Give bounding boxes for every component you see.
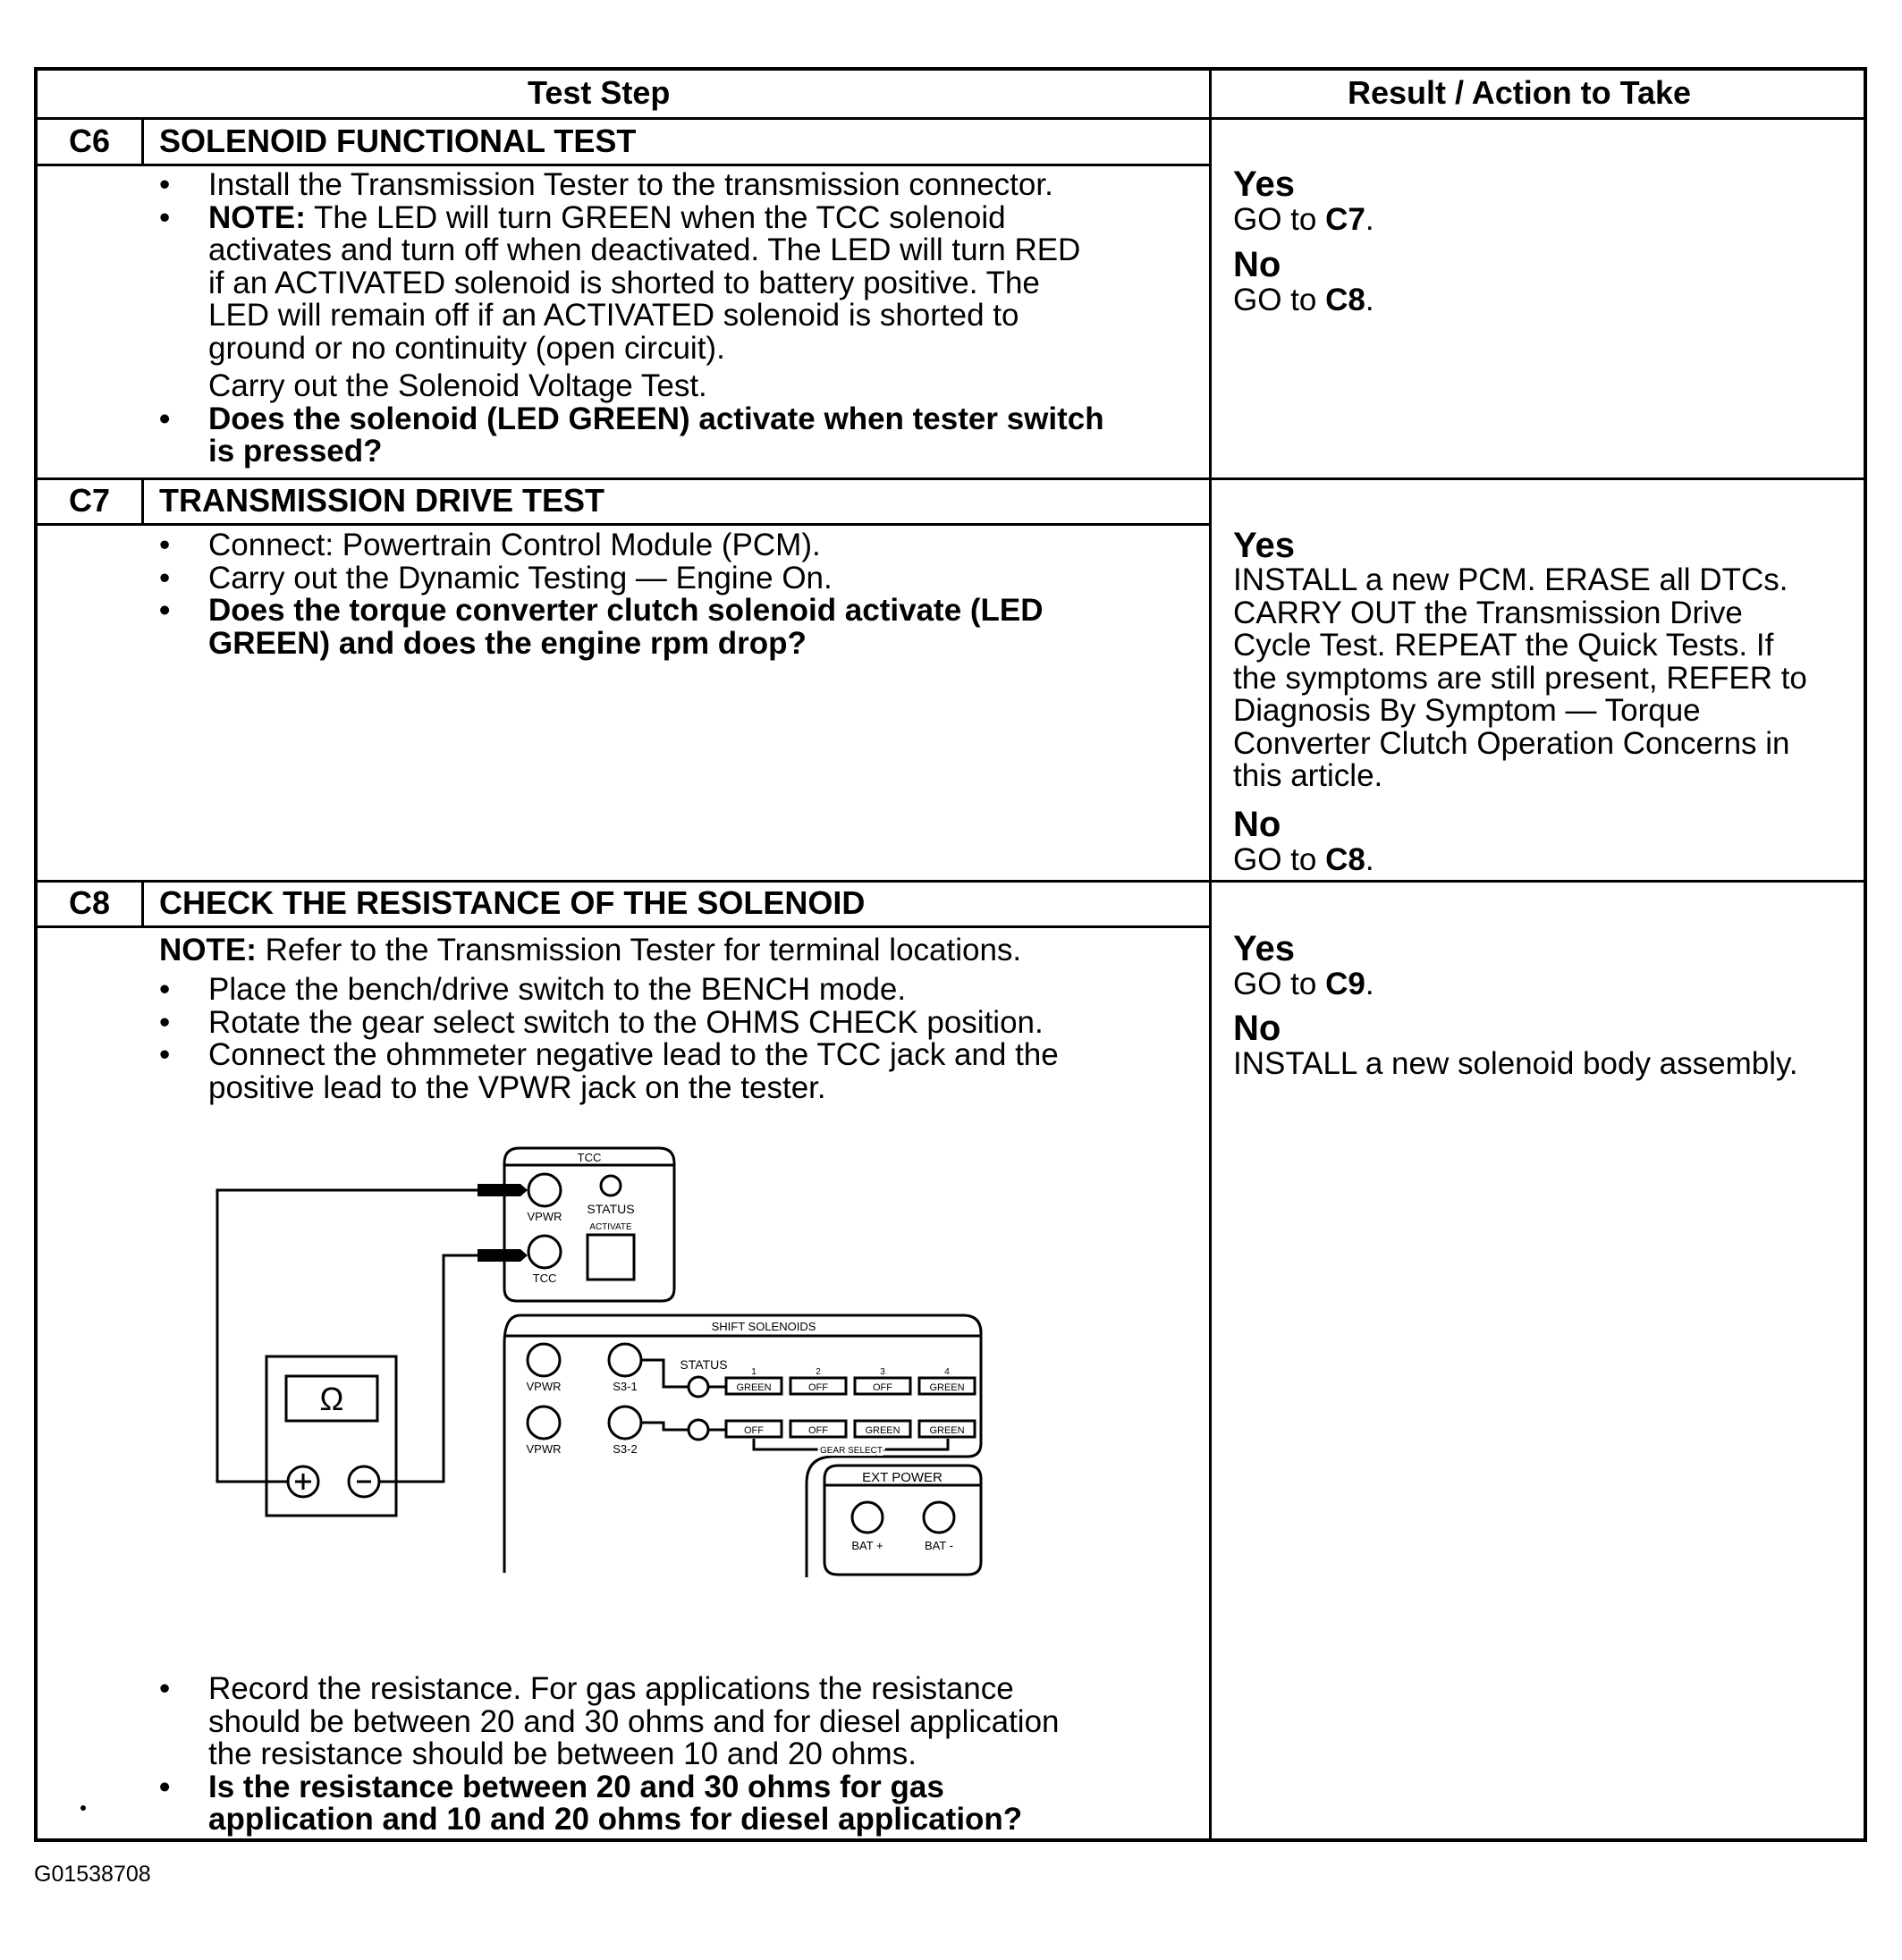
shift-vpwr-label-2: VPWR — [526, 1442, 562, 1456]
c6-step-1-text: Install the Transmission Tester to the transmission connector. — [208, 167, 1053, 202]
c7-title-rule — [38, 523, 1211, 526]
status-box-label: OFF — [744, 1425, 764, 1436]
c7-yes-line: CARRY OUT the Transmission Drive — [1233, 595, 1743, 630]
c8-step-2-text: Rotate the gear select switch to the OHMS CHECK position. — [208, 1004, 1044, 1040]
c8-top-rule — [38, 880, 1865, 883]
c6-no-text: GO to — [1233, 283, 1326, 317]
c6-yes-target: C7 — [1325, 202, 1365, 237]
status-box-label: GREEN — [736, 1382, 772, 1393]
c8-question-line2: application and 10 and 20 ohms for diesel application? — [208, 1802, 1023, 1837]
c8-yes-text: GO to — [1233, 967, 1326, 1001]
code-divider-c6 — [141, 120, 144, 165]
c8-step-3-line2: positive lead to the VPWR jack on the tester. — [208, 1069, 826, 1105]
step-title-c6: SOLENOID FUNCTIONAL TEST — [159, 122, 637, 159]
c7-yes-line: this article. — [1233, 758, 1383, 793]
ext-power-title: EXT POWER — [862, 1470, 943, 1485]
c8-step-4-line3: the resistance should be between 10 and 20 ohms. — [208, 1736, 917, 1771]
c8-step-2 — [159, 1004, 1059, 1040]
c7-yes-label: Yes — [1233, 526, 1295, 565]
bat-plus-label: BAT + — [851, 1539, 883, 1552]
step-title-c8: CHECK THE RESISTANCE OF THE SOLENOID — [159, 884, 866, 921]
tcc-vpwr-label: VPWR — [527, 1210, 562, 1223]
bat-minus-jack — [924, 1502, 954, 1533]
c7-question — [159, 595, 1044, 628]
gear-select-label: GEAR SELECT — [819, 1446, 883, 1456]
probe-tip-vpwr — [478, 1184, 528, 1196]
c7-no-target: C8 — [1325, 842, 1365, 877]
bat-minus-label: BAT - — [924, 1539, 954, 1552]
c7-no-text: GO to — [1233, 842, 1326, 877]
code-divider-c7 — [141, 479, 144, 523]
c6-note-line3: if an ACTIVATED solenoid is shorted to battery positive. The — [208, 265, 1040, 300]
c8-step-4-line1: Record the resistance. For gas applications the resistance — [208, 1671, 1014, 1706]
c6-step-1 — [159, 169, 1104, 202]
c8-yes-action: GO to C9. — [1233, 967, 1374, 1001]
c8-step-4 — [159, 1673, 1060, 1706]
s32-jack — [609, 1407, 641, 1439]
c7-step-2 — [159, 562, 1044, 596]
c8-step-list-lower — [159, 1673, 1060, 1837]
c8-step-list — [159, 974, 1059, 1104]
shift-vpwr-label-1: VPWR — [526, 1380, 562, 1393]
c7-yes-line: Converter Clutch Operation Concerns in — [1233, 725, 1790, 761]
c7-top-rule — [38, 477, 1865, 480]
c7-question-line1: Does the torque converter clutch solenoid activate (LED — [208, 593, 1044, 628]
c6-carry-out: Carry out the Solenoid Voltage Test. — [208, 368, 707, 403]
c7-step-list — [159, 529, 1044, 660]
status-box-label: OFF — [808, 1425, 828, 1436]
activate-switch — [588, 1235, 634, 1280]
figure-id: G01538708 — [34, 1862, 151, 1887]
c6-note-line2: activates and turn off when deactivated. The LED will turn RED — [208, 232, 1081, 267]
status-box-label: OFF — [808, 1382, 828, 1393]
status-box-label: GREEN — [929, 1425, 965, 1436]
shift-solenoids-title: SHIFT SOLENOIDS — [711, 1320, 816, 1333]
code-divider-c8 — [141, 882, 144, 925]
c6-no-action: GO to C8. — [1233, 283, 1374, 317]
c7-step-1 — [159, 529, 1044, 562]
c7-yes-line: Diagnosis By Symptom — Torque — [1233, 693, 1701, 728]
step-code-c8: C8 — [69, 884, 111, 921]
tcc-panel-title: TCC — [577, 1151, 602, 1164]
status-box-label: OFF — [873, 1382, 892, 1393]
c7-yes-line: the symptoms are still present, REFER to — [1233, 660, 1807, 696]
bat-plus-jack — [852, 1502, 883, 1533]
tcc-vpwr-jack — [528, 1174, 561, 1206]
col-label-4: 4 — [944, 1367, 950, 1377]
c8-step-3-line1: Connect the ohmmeter negative lead to the TCC jack and the — [208, 1037, 1059, 1072]
margin-dot — [80, 1805, 86, 1811]
col-label-3: 3 — [880, 1367, 885, 1377]
status-led-1 — [689, 1377, 708, 1397]
c7-step-1-text: Connect: Powertrain Control Module (PCM). — [208, 528, 821, 562]
shift-solenoids-panel — [504, 1315, 981, 1577]
note-label: NOTE: — [208, 199, 306, 235]
probe-tip-tcc — [478, 1249, 528, 1262]
c6-step-note — [159, 199, 1104, 235]
c6-step-list — [159, 169, 1104, 469]
c8-step-3 — [159, 1039, 1059, 1072]
c6-note-line5: ground or no continuity (open circuit). — [208, 330, 725, 366]
header-result: Result / Action to Take — [1348, 74, 1692, 111]
tcc-jack — [528, 1236, 561, 1268]
header-rule — [38, 117, 1865, 120]
c8-no-label: No — [1233, 1009, 1281, 1048]
c8-question — [159, 1771, 1060, 1804]
step-code-c7: C7 — [69, 482, 111, 519]
c7-yes-line: Cycle Test. REPEAT the Quick Tests. If — [1233, 628, 1774, 663]
shift-vpwr-jack-2 — [528, 1407, 560, 1439]
tcc-status-led — [601, 1176, 621, 1195]
note-label: NOTE: — [159, 933, 257, 967]
tcc-jack-label: TCC — [532, 1271, 557, 1285]
col-label-1: 1 — [751, 1367, 757, 1377]
c6-title-rule — [38, 164, 1211, 166]
activate-label: ACTIVATE — [589, 1222, 632, 1232]
c6-no-label: No — [1233, 245, 1281, 284]
header-test-step: Test Step — [528, 74, 671, 111]
c7-question-line2: GREEN) and does the engine rpm drop? — [208, 625, 807, 661]
status-box-label: GREEN — [929, 1382, 965, 1393]
diagnostic-table — [34, 67, 1867, 1842]
c6-note-line4: LED will remain off if an ACTIVATED solenoid is shorted to — [208, 298, 1019, 333]
col-label-2: 2 — [816, 1367, 821, 1377]
c6-yes-label: Yes — [1233, 165, 1295, 204]
status-led-2 — [689, 1420, 708, 1440]
c6-question-line2: is pressed? — [208, 434, 383, 469]
tester-wiring-diagram — [38, 1135, 1182, 1635]
c6-note-line1: The LED will turn GREEN when the TCC solenoid — [305, 199, 1006, 235]
c6-yes-text: GO to — [1233, 202, 1326, 237]
c8-no-action: INSTALL a new solenoid body assembly. — [1233, 1046, 1798, 1081]
step-code-c6: C6 — [69, 122, 111, 159]
tcc-status-label: STATUS — [587, 1202, 635, 1216]
c8-yes-target: C9 — [1325, 967, 1365, 1001]
c7-step-2-text: Carry out the Dynamic Testing — Engine On. — [208, 560, 833, 596]
c8-title-rule — [38, 925, 1211, 928]
shift-vpwr-jack-1 — [528, 1344, 560, 1376]
c6-no-target: C8 — [1325, 283, 1365, 317]
s32-label: S3-2 — [613, 1442, 638, 1456]
status-box-label: GREEN — [865, 1425, 900, 1436]
c7-yes-line: INSTALL a new PCM. ERASE all DTCs. — [1233, 562, 1788, 597]
c8-step-4-line2: should be between 20 and 30 ohms and for diesel application — [208, 1703, 1060, 1739]
column-divider — [1209, 71, 1212, 1840]
c7-yes-action — [1233, 564, 1807, 793]
c8-note-text: Refer to the Transmission Tester for terminal locations. — [256, 933, 1022, 967]
c8-question-line1: Is the resistance between 20 and 30 ohms for gas — [208, 1769, 944, 1804]
c7-no-action: GO to C8. — [1233, 842, 1374, 877]
c8-step-1-text: Place the bench/drive switch to the BENCH mode. — [208, 972, 907, 1007]
s31-label: S3-1 — [613, 1380, 638, 1393]
ohm-symbol: Ω — [319, 1381, 344, 1417]
s31-jack — [609, 1344, 641, 1376]
step-title-c7: TRANSMISSION DRIVE TEST — [159, 482, 605, 519]
c6-question — [159, 403, 1104, 436]
status-label: STATUS — [680, 1357, 728, 1372]
c7-no-label: No — [1233, 805, 1281, 844]
c8-step-1 — [159, 974, 1059, 1007]
c8-note — [159, 934, 1021, 967]
c8-yes-label: Yes — [1233, 929, 1295, 968]
c6-question-line1: Does the solenoid (LED GREEN) activate when tester switch — [208, 401, 1104, 436]
c6-yes-action: GO to C7. — [1233, 202, 1374, 237]
